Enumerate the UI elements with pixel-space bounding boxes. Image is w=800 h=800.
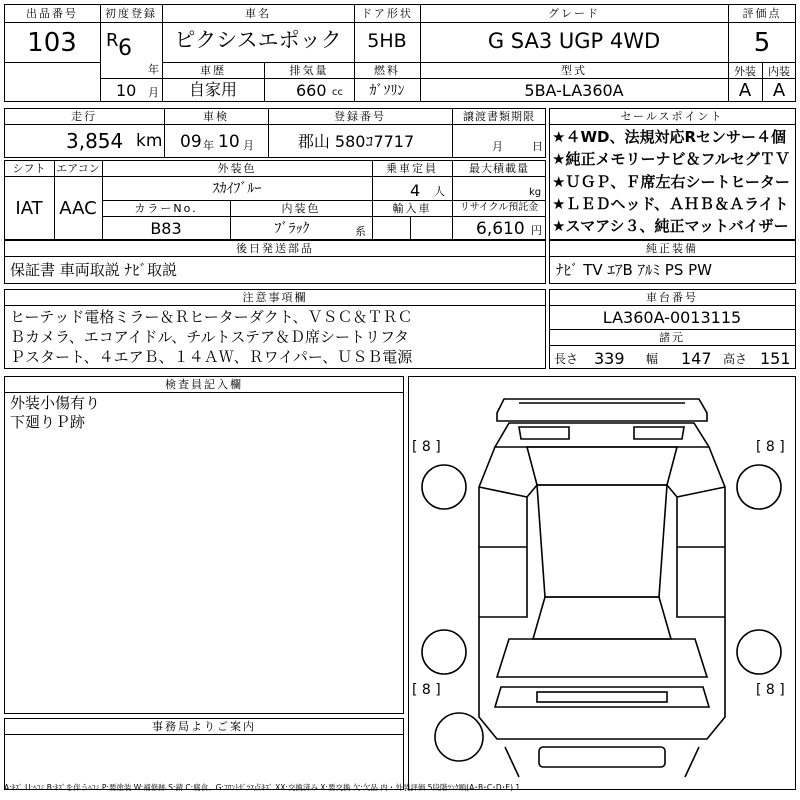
roof: [537, 485, 667, 597]
color-no-label: カラーNo.: [134, 202, 198, 215]
sales-point-item: ★純正メモリーナビ＆フルセグＴＶ: [552, 150, 790, 168]
first-reg-label: 初度登録: [105, 7, 157, 20]
note-line: Ｂカメラ、エコアイドル、チルトステア＆Ｄ席シートリフタ: [10, 328, 410, 346]
model-label: 型式: [561, 64, 587, 77]
inspector-line: 下廻りＰ跡: [10, 413, 86, 431]
inspector-line: 外装小傷有り: [10, 394, 101, 412]
tire-rear-right: [ 8 ]: [756, 682, 785, 698]
transfer-label: 譲渡書類期限: [463, 110, 535, 123]
tire-front-left: [ 8 ]: [412, 439, 441, 455]
windshield: [527, 447, 677, 485]
capacity: 4: [410, 181, 421, 200]
later-parts-label: 後日発送部品: [236, 242, 314, 255]
shift-label: シフト: [12, 162, 46, 175]
int-color-label: 内装色: [281, 202, 321, 215]
width: 147: [681, 349, 712, 368]
cc: 660: [296, 81, 327, 100]
month-unit: 月: [148, 86, 159, 99]
exterior-color: ｽｶｲﾌﾞﾙｰ: [212, 181, 262, 197]
reg-month: 10: [116, 81, 137, 100]
ext-grade: A: [738, 80, 752, 101]
tailgate: [497, 639, 707, 677]
insp-month-unit: 月: [243, 139, 254, 152]
history-label: 車歴: [200, 64, 226, 77]
lot-number: 103: [27, 28, 77, 58]
height: 151: [760, 349, 791, 368]
fuel: ｶﾞｿﾘﾝ: [369, 83, 405, 99]
capacity-unit: 人: [434, 185, 445, 198]
color-label: 外装色: [217, 162, 257, 175]
lot-label: 出品番号: [26, 7, 78, 20]
score-label: 評価点: [742, 7, 782, 20]
recycle: 6,610: [476, 219, 525, 239]
grade: G SA3 UGP 4WD: [487, 29, 661, 53]
mileage: 3,854: [66, 129, 124, 153]
name-label: 車名: [245, 7, 271, 20]
fuel-label: 燃料: [374, 64, 400, 77]
load-label: 最大積載量: [469, 162, 529, 175]
history: 自家用: [188, 80, 238, 99]
plate: 郡山 580ｺ7717: [297, 132, 415, 151]
sales-point-item: ★４WD、法規対応Rセンサー４個: [552, 128, 786, 146]
model: 5BA-LA360A: [524, 81, 624, 100]
inspection-label: 車検: [203, 110, 229, 123]
notes-label: 注意事項欄: [242, 291, 308, 304]
shift: IAT: [15, 198, 43, 219]
car-name: ピクシスエポック: [174, 28, 342, 52]
int-grade: A: [772, 80, 786, 101]
year-unit: 年: [148, 63, 159, 76]
door-type: 5HB: [367, 30, 407, 52]
legend: A:ｷｽﾞ U:ﾍｺﾐ B:ｷｽﾞを伴うﾍｺﾐ P:要塗装 W:補修跡 S:錆 C:腐食、G:ﾌﾛﾝﾄｶﾞﾗｽ点ｷｽﾞ XX:交換済み X:要交換 欠:欠品 内・外装評価 5段階ﾗﾝｸ順(A･B･C･D･E) 1: [4, 783, 521, 792]
grade-label: グレード: [548, 7, 600, 20]
transfer-month-unit: 月: [492, 140, 503, 153]
inspector-label: 検査員記入欄: [165, 378, 243, 391]
sales-point-item: ★ＬＥＤヘッド、ＡＨＢ＆Ａライト: [552, 195, 789, 213]
right-doors: [667, 485, 725, 617]
cc-unit: cc: [332, 87, 343, 98]
recycle-label: リサイクル預託金: [459, 202, 539, 213]
height-label: 高さ: [723, 352, 748, 366]
genuine-label: 純正装備: [646, 242, 698, 255]
dims-label: 諸元: [659, 331, 685, 344]
sales-point-item: ★ＵＧＰ、Ｆ席左右シートヒーター: [552, 173, 790, 191]
rear-window: [533, 597, 671, 639]
chassis-label: 車台番号: [646, 291, 698, 304]
width-label: 幅: [646, 352, 659, 366]
int-color: ﾌﾞﾗｯｸ: [274, 221, 310, 237]
mileage-unit: km: [136, 131, 163, 151]
body-outline: [479, 447, 725, 739]
insp-year: 09: [180, 132, 202, 152]
import-label: 輸入車: [392, 202, 432, 215]
mileage-label: 走行: [71, 110, 97, 123]
sales-point-item: ★スマアシ３、純正マットバイザー: [552, 217, 789, 235]
transfer-day-unit: 日: [532, 140, 543, 153]
length-label: 長さ: [554, 352, 579, 366]
wheel-rear-left: [422, 630, 466, 674]
rear-bumper: [495, 687, 709, 707]
car-diagram: [409, 377, 795, 789]
tire-rear-left: [ 8 ]: [412, 682, 441, 698]
note-line: Ｐスタート、４エアＢ、１４ＡＷ、Ｒワイパー、ＵＳＢ電源: [10, 348, 413, 366]
era: R: [106, 30, 119, 51]
sales-points-label: セールスポイント: [620, 110, 724, 123]
wheel-rear-right: [737, 630, 781, 674]
wheel-front-right: [737, 465, 781, 509]
ext-label: 外装: [734, 65, 756, 78]
ac-label: エアコン: [56, 162, 100, 175]
int-color-unit: 系: [355, 225, 366, 238]
plate-label: 登録番号: [334, 110, 386, 123]
note-line: ヒーテッド電格ミラー＆Ｒヒーターダクト、ＶＳＣ＆ＴＲＣ: [10, 308, 413, 326]
length: 339: [594, 349, 625, 368]
door-label: ドア形状: [361, 7, 413, 20]
spare-tire: [435, 713, 483, 761]
cc-label: 排気量: [289, 64, 329, 77]
insp-month: 10: [218, 132, 240, 152]
load-unit: kg: [529, 187, 542, 198]
office-label: 事務局よりご案内: [152, 720, 256, 733]
recycle-unit: 円: [531, 224, 542, 237]
score: 5: [753, 28, 771, 58]
wheel-front-left: [422, 465, 466, 509]
insp-year-unit: 年: [203, 139, 214, 152]
chassis-number: LA360A-0013115: [602, 308, 742, 327]
reg-year: 6: [118, 36, 132, 61]
genuine-equipment: ﾅﾋﾞ TV ｴｱB ｱﾙﾐ PS PW: [556, 261, 712, 279]
color-no: B83: [150, 219, 182, 238]
capacity-label: 乗車定員: [386, 162, 438, 175]
int-label: 内装: [768, 65, 790, 78]
later-parts: 保証書 車両取説 ﾅﾋﾞ取説: [10, 261, 178, 279]
tire-front-right: [ 8 ]: [756, 439, 785, 455]
left-doors: [479, 485, 537, 617]
ac: AAC: [59, 198, 97, 219]
